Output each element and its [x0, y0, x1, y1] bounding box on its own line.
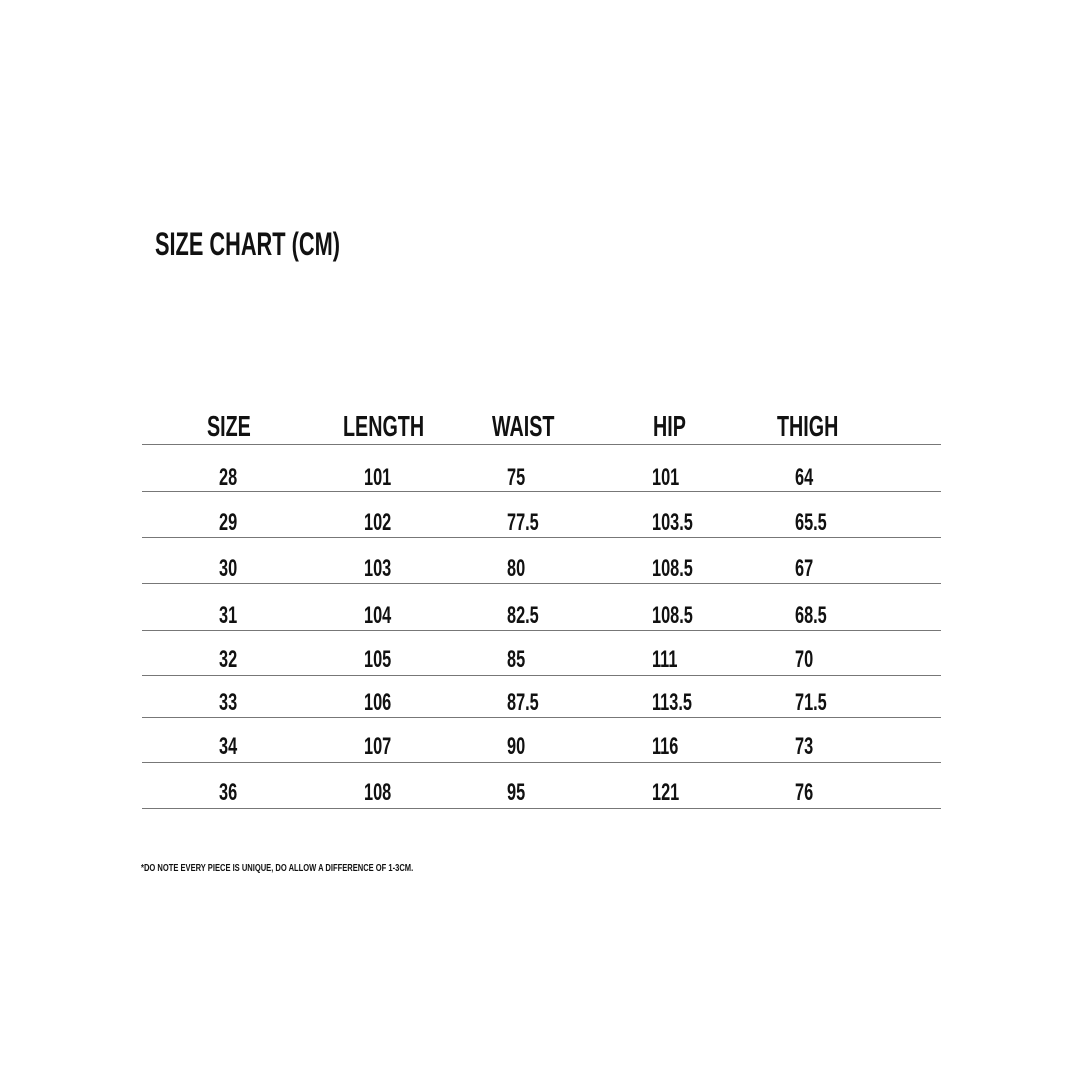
- row-divider: [142, 491, 941, 492]
- footnote: *DO NOTE EVERY PIECE IS UNIQUE, DO ALLOW A DIFFERENCE OF 1-3CM.: [141, 862, 414, 874]
- header-thigh: THIGH: [777, 411, 839, 443]
- cell-length: 105: [364, 646, 392, 673]
- cell-hip: 101: [652, 464, 680, 491]
- cell-length: 104: [364, 602, 392, 629]
- row-divider: [142, 762, 941, 763]
- cell-hip: 108.5: [652, 602, 693, 629]
- cell-waist: 75: [507, 464, 526, 491]
- cell-size: 32: [219, 646, 238, 673]
- cell-hip: 113.5: [652, 689, 692, 716]
- row-divider: [142, 717, 941, 718]
- row-divider: [142, 537, 941, 538]
- cell-size: 29: [219, 509, 238, 536]
- header-waist: WAIST: [492, 411, 555, 443]
- cell-waist: 95: [507, 779, 526, 806]
- row-divider: [142, 630, 941, 631]
- cell-thigh: 67: [795, 555, 814, 582]
- cell-size: 33: [219, 689, 238, 716]
- cell-length: 102: [364, 509, 392, 536]
- cell-hip: 116: [652, 733, 679, 760]
- cell-hip: 121: [652, 779, 680, 806]
- cell-hip: 111: [652, 646, 678, 673]
- cell-thigh: 65.5: [795, 509, 827, 536]
- cell-thigh: 70: [795, 646, 814, 673]
- row-divider: [142, 444, 941, 445]
- header-size: SIZE: [207, 411, 251, 443]
- cell-size: 36: [219, 779, 238, 806]
- cell-waist: 87.5: [507, 689, 539, 716]
- cell-length: 103: [364, 555, 392, 582]
- cell-hip: 103.5: [652, 509, 693, 536]
- cell-length: 107: [364, 733, 392, 760]
- cell-waist: 80: [507, 555, 526, 582]
- cell-thigh: 73: [795, 733, 814, 760]
- cell-length: 108: [364, 779, 392, 806]
- cell-length: 101: [364, 464, 392, 491]
- cell-waist: 90: [507, 733, 526, 760]
- cell-thigh: 71.5: [795, 689, 827, 716]
- cell-size: 30: [219, 555, 238, 582]
- cell-waist: 82.5: [507, 602, 539, 629]
- header-hip: HIP: [653, 411, 686, 443]
- cell-length: 106: [364, 689, 392, 716]
- cell-hip: 108.5: [652, 555, 693, 582]
- cell-size: 28: [219, 464, 238, 491]
- cell-waist: 77.5: [507, 509, 539, 536]
- cell-thigh: 68.5: [795, 602, 827, 629]
- row-divider: [142, 675, 941, 676]
- page-title: SIZE CHART (CM): [155, 226, 340, 262]
- row-divider: [142, 583, 941, 584]
- cell-size: 34: [219, 733, 238, 760]
- cell-thigh: 64: [795, 464, 814, 491]
- row-divider: [142, 808, 941, 809]
- cell-thigh: 76: [795, 779, 814, 806]
- cell-size: 31: [219, 602, 238, 629]
- cell-waist: 85: [507, 646, 526, 673]
- header-length: LENGTH: [343, 411, 425, 443]
